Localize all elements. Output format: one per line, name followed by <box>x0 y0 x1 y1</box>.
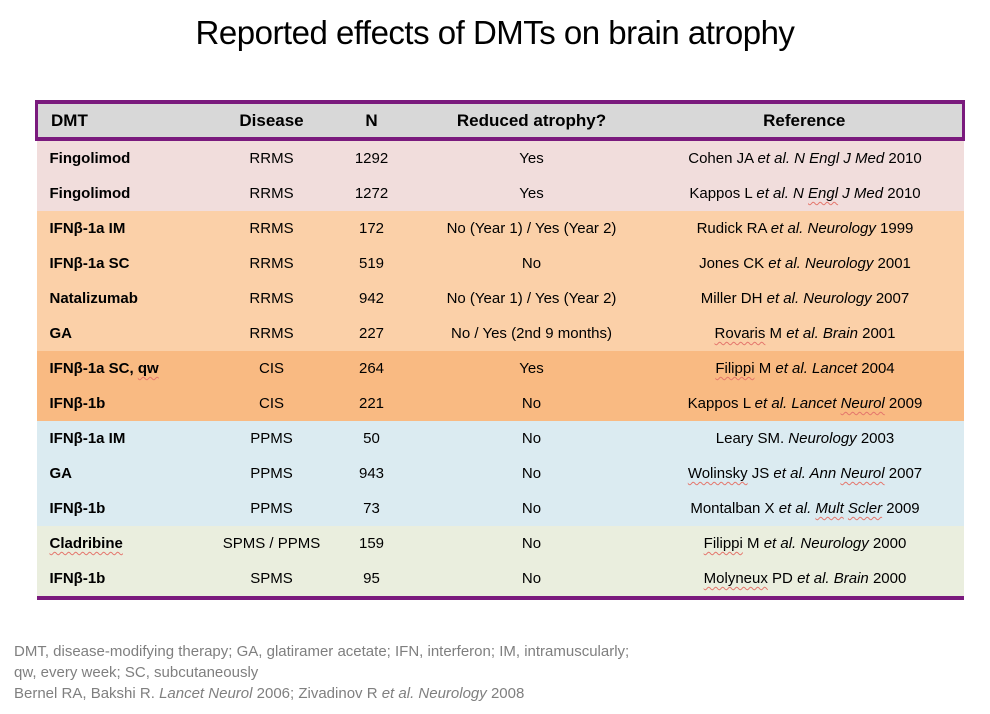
cell-n: 221 <box>358 395 385 412</box>
table-row <box>37 246 964 281</box>
text-segment: Leary SM. <box>715 430 789 447</box>
text-segment: Neurol <box>840 465 885 482</box>
text-segment: et al. N Engl J Med <box>757 150 885 167</box>
cell-reference <box>647 281 964 316</box>
footnote-line <box>14 641 629 662</box>
footnote-block <box>14 641 629 704</box>
table-row <box>37 561 964 598</box>
cell-n: 943 <box>358 465 385 482</box>
cell-reference <box>647 316 964 351</box>
text-segment: 2009 <box>884 395 923 412</box>
text-segment: et al. Neurology <box>766 290 872 307</box>
text-segment: 2006; Zivadinov R <box>252 685 382 702</box>
text-segment: Kappos L <box>687 395 755 412</box>
table-row <box>37 421 964 456</box>
text-segment: Filippi <box>703 535 743 552</box>
cell-reference <box>647 491 964 526</box>
cell-dmt <box>37 386 217 421</box>
cell-dmt <box>37 491 217 526</box>
text-segment: Natalizumab <box>49 290 138 307</box>
table-row <box>37 316 964 351</box>
text-segment: M <box>765 325 787 342</box>
table-row <box>37 351 964 386</box>
text-segment: et al. Neurology <box>770 220 876 237</box>
cell-disease: SPMS / PPMS <box>222 535 321 552</box>
cell-reduced-atrophy: No <box>521 255 542 272</box>
text-segment: et al. <box>778 500 816 517</box>
cell-reference <box>647 526 964 561</box>
text-segment: 2010 <box>884 150 922 167</box>
cell-reduced-atrophy: Yes <box>519 360 544 377</box>
text-segment: 2009 <box>882 500 920 517</box>
cell-reduced-atrophy: No <box>521 395 542 412</box>
text-segment: Fingolimod <box>49 150 131 167</box>
cell-dmt <box>37 456 217 491</box>
cell-n: 159 <box>358 535 385 552</box>
text-segment: IFNβ-1a SC <box>49 255 130 272</box>
text-segment: PD <box>767 570 798 587</box>
table-row <box>37 139 964 176</box>
cell-disease: RRMS <box>249 185 294 202</box>
cell-reduced-atrophy: No (Year 1) / Yes (Year 2) <box>446 290 617 307</box>
text-segment: et al. Brain <box>797 570 869 587</box>
cell-dmt <box>37 561 217 598</box>
text-segment: Fingolimod <box>49 185 131 202</box>
cell-disease: RRMS <box>249 325 294 342</box>
text-segment: 2000 <box>868 535 907 552</box>
text-segment: 2007 <box>871 290 910 307</box>
cell-disease: RRMS <box>249 255 294 272</box>
table-row <box>37 281 964 316</box>
text-segment: GA <box>49 465 72 482</box>
cell-n: 264 <box>358 360 385 377</box>
text-segment: Engl <box>808 185 839 202</box>
text-segment: IFNβ-1b <box>49 570 106 587</box>
cell-dmt <box>37 246 217 281</box>
cell-reduced-atrophy: Yes <box>519 185 544 202</box>
text-segment: 2001 <box>857 325 896 342</box>
text-segment: 2000 <box>868 570 907 587</box>
page-title: Reported effects of DMTs on brain atrophy <box>195 14 795 51</box>
cell-reference <box>647 351 964 386</box>
cell-disease: RRMS <box>249 290 294 307</box>
text-segment: qw, every week; SC, subcutaneously <box>14 664 259 681</box>
cell-dmt <box>37 211 217 246</box>
col-header-n: N <box>327 102 417 139</box>
table-row <box>37 456 964 491</box>
cell-reference <box>647 246 964 281</box>
text-segment: et al. Neurology <box>768 255 874 272</box>
text-segment: IFNβ-1a SC, <box>49 360 138 377</box>
text-segment: 1999 <box>875 220 914 237</box>
col-header-reference: Reference <box>647 102 964 139</box>
text-segment: Neurol <box>840 395 885 412</box>
text-segment: M <box>742 535 764 552</box>
cell-reference <box>647 421 964 456</box>
text-segment: Rudick RA <box>696 220 771 237</box>
cell-n: 1272 <box>354 185 389 202</box>
text-segment: JS <box>747 465 774 482</box>
text-segment: et al. Ann <box>773 465 841 482</box>
text-segment: 2007 <box>884 465 923 482</box>
cell-disease: RRMS <box>249 150 294 167</box>
text-segment: Wolinsky <box>687 465 748 482</box>
text-segment: Montalban X <box>690 500 779 517</box>
cell-reduced-atrophy: Yes <box>519 150 544 167</box>
text-segment: Neurology <box>788 430 857 447</box>
text-segment: 2010 <box>883 185 921 202</box>
text-segment: Molyneux <box>703 570 768 587</box>
cell-n: 227 <box>358 325 385 342</box>
text-segment: IFNβ-1a IM <box>49 430 126 447</box>
text-segment: 2001 <box>873 255 911 272</box>
text-segment: M <box>754 360 776 377</box>
cell-disease: PPMS <box>250 500 293 517</box>
cell-n: 519 <box>358 255 385 272</box>
text-segment: IFNβ-1b <box>49 395 106 412</box>
text-segment: Mult <box>815 500 844 517</box>
cell-reduced-atrophy: No / Yes (2nd 9 months) <box>451 325 612 342</box>
table-header-row <box>37 102 964 139</box>
cell-disease: PPMS <box>250 430 293 447</box>
cell-disease: PPMS <box>250 465 293 482</box>
table-row <box>37 526 964 561</box>
text-segment: Filippi <box>715 360 755 377</box>
cell-n: 50 <box>363 430 380 447</box>
cell-dmt <box>37 351 217 386</box>
text-segment: et al. Neurology <box>763 535 869 552</box>
table-row <box>37 176 964 211</box>
table-row <box>37 211 964 246</box>
table-row <box>37 491 964 526</box>
text-segment: qw <box>137 360 159 377</box>
cell-reduced-atrophy: No <box>521 500 542 517</box>
text-segment: et al. Lancet <box>754 395 841 412</box>
cell-reduced-atrophy: No (Year 1) / Yes (Year 2) <box>446 220 617 237</box>
footnote-line <box>14 662 629 683</box>
text-segment: et al. Lancet <box>775 360 858 377</box>
text-segment: 2003 <box>856 430 895 447</box>
cell-dmt <box>37 139 217 176</box>
cell-reference <box>647 176 964 211</box>
cell-n: 942 <box>358 290 385 307</box>
cell-disease: SPMS <box>217 561 327 598</box>
footnote-line <box>14 683 629 704</box>
text-segment: Scler <box>847 500 883 517</box>
dmt-table <box>35 100 965 600</box>
text-segment: Cladribine <box>49 535 123 552</box>
cell-reduced-atrophy: No <box>417 561 647 598</box>
cell-dmt <box>37 316 217 351</box>
cell-reference <box>647 561 964 598</box>
cell-disease: RRMS <box>249 220 294 237</box>
cell-reduced-atrophy: No <box>521 535 542 552</box>
cell-n: 1292 <box>354 150 389 167</box>
text-segment: IFNβ-1b <box>49 500 106 517</box>
text-segment: J Med <box>838 185 884 202</box>
cell-reference <box>647 456 964 491</box>
text-segment: Kappos L <box>689 185 757 202</box>
text-segment: 2004 <box>857 360 895 377</box>
cell-n: 95 <box>327 561 417 598</box>
cell-dmt <box>37 526 217 561</box>
cell-reference <box>647 139 964 176</box>
text-segment: Cohen JA <box>688 150 758 167</box>
text-segment: Miller DH <box>700 290 767 307</box>
text-segment: Rovaris <box>714 325 766 342</box>
col-header-dmt: DMT <box>37 102 217 139</box>
text-segment: GA <box>49 325 72 342</box>
col-header-reduced-atrophy: Reduced atrophy? <box>417 102 647 139</box>
cell-n: 73 <box>363 500 380 517</box>
cell-dmt <box>37 176 217 211</box>
cell-reference <box>647 386 964 421</box>
cell-reference <box>647 211 964 246</box>
cell-reduced-atrophy: No <box>521 465 542 482</box>
text-segment: Jones CK <box>699 255 769 272</box>
text-segment: 2008 <box>486 685 525 702</box>
text-segment: et al. N <box>756 185 809 202</box>
cell-disease: CIS <box>258 360 284 377</box>
table-row <box>37 386 964 421</box>
cell-dmt <box>37 421 217 456</box>
text-segment: DMT, disease-modifying therapy; GA, glatiramer acetate; IFN, interferon; IM, intramuscularly; <box>14 643 630 660</box>
cell-dmt <box>37 281 217 316</box>
text-segment: Bernel RA, Bakshi R. <box>14 685 160 702</box>
cell-n: 172 <box>358 220 385 237</box>
col-header-disease: Disease <box>217 102 327 139</box>
text-segment: et al. Brain <box>786 325 858 342</box>
text-segment: Lancet Neurol <box>159 685 253 702</box>
cell-disease: CIS <box>258 395 284 412</box>
text-segment: et al. Neurology <box>381 685 487 702</box>
text-segment: IFNβ-1a IM <box>49 220 126 237</box>
cell-reduced-atrophy: No <box>521 430 542 447</box>
